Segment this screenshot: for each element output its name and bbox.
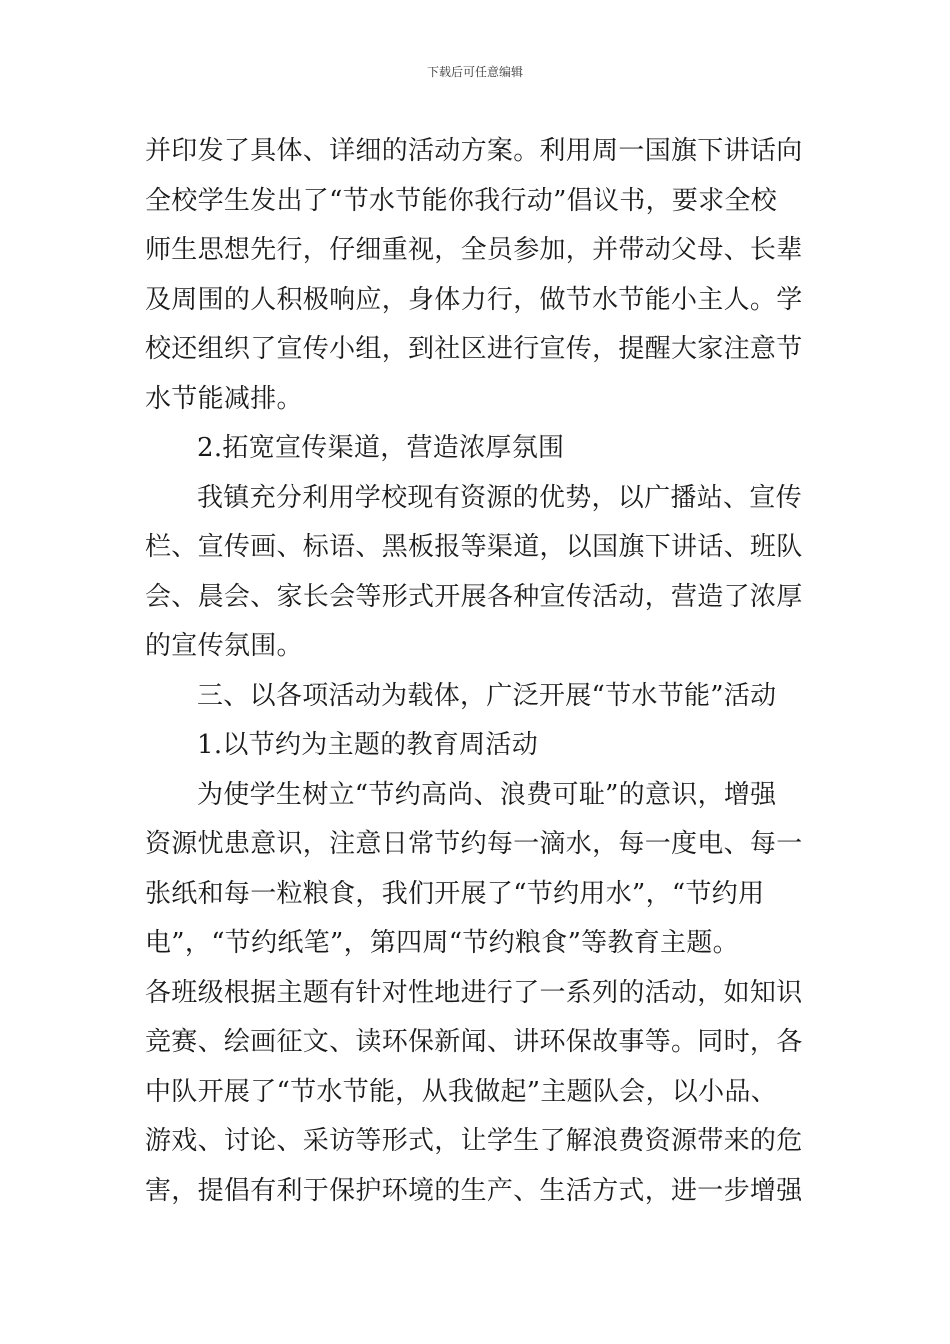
text-line: 会、晨会、家长会等形式开展各种宣传活动，营造了浓厚	[145, 581, 803, 612]
text-line: 电”，“节约纸笔”，第四周“节约粮食”等教育主题。	[145, 928, 739, 958]
text-line: 我镇充分利用学校现有资源的优势，以广播站、宣传	[197, 482, 802, 513]
text-line: 三、以各项活动为载体，广泛开展“节水节能”活动	[197, 680, 777, 711]
text-line: 的宣传氛围。	[145, 631, 303, 661]
text-line: 师生思想先行，仔细重视，全员参加，并带动父母、长辈	[145, 235, 803, 265]
text-line: 资源忧患意识，注意日常节约每一滴水，每一度电、每一	[145, 829, 803, 859]
text-line: 竞赛、绘画征文、读环保新闻、讲环保故事等。同时，各	[145, 1027, 803, 1057]
text-line: 全校学生发出了“节水节能你我行动”倡议书，要求全校	[145, 185, 778, 216]
text-line: 各班级根据主题有针对性地进行了一系列的活动，如知识	[145, 977, 803, 1008]
text-line: 害，提倡有利于保护环境的生产、生活方式，进一步增强	[145, 1175, 803, 1206]
text-line: 并印发了具体、详细的活动方案。利用周一国旗下讲话向	[145, 136, 803, 166]
document-body	[145, 127, 810, 1216]
text-line: 张纸和每一粒粮食，我们开展了“节约用水”，“节约用	[145, 878, 765, 909]
text-line: 校还组织了宣传小组，到社区进行宣传，提醒大家注意节	[145, 334, 803, 364]
text-line: 游戏、讨论、采访等形式，让学生了解浪费资源带来的危	[145, 1126, 803, 1156]
text-line: 为使学生树立“节约高尚、浪费可耻”的意识，增强	[197, 779, 777, 810]
page-header-note: 下载后可任意编辑	[426, 65, 523, 79]
text-line: 1.以节约为主题的教育周活动	[197, 730, 539, 760]
text-line: 水节能减排。	[145, 383, 303, 414]
text-line: 栏、宣传画、标语、黑板报等渠道，以国旗下讲话、班队	[145, 532, 803, 562]
text-line: 中队开展了“节水节能，从我做起”主题队会，以小品、	[145, 1076, 778, 1107]
text-line: 及周围的人积极响应，身体力行，做节水节能小主人。学	[145, 284, 803, 315]
text-line: 2.拓宽宣传渠道，营造浓厚氛围	[197, 433, 565, 463]
